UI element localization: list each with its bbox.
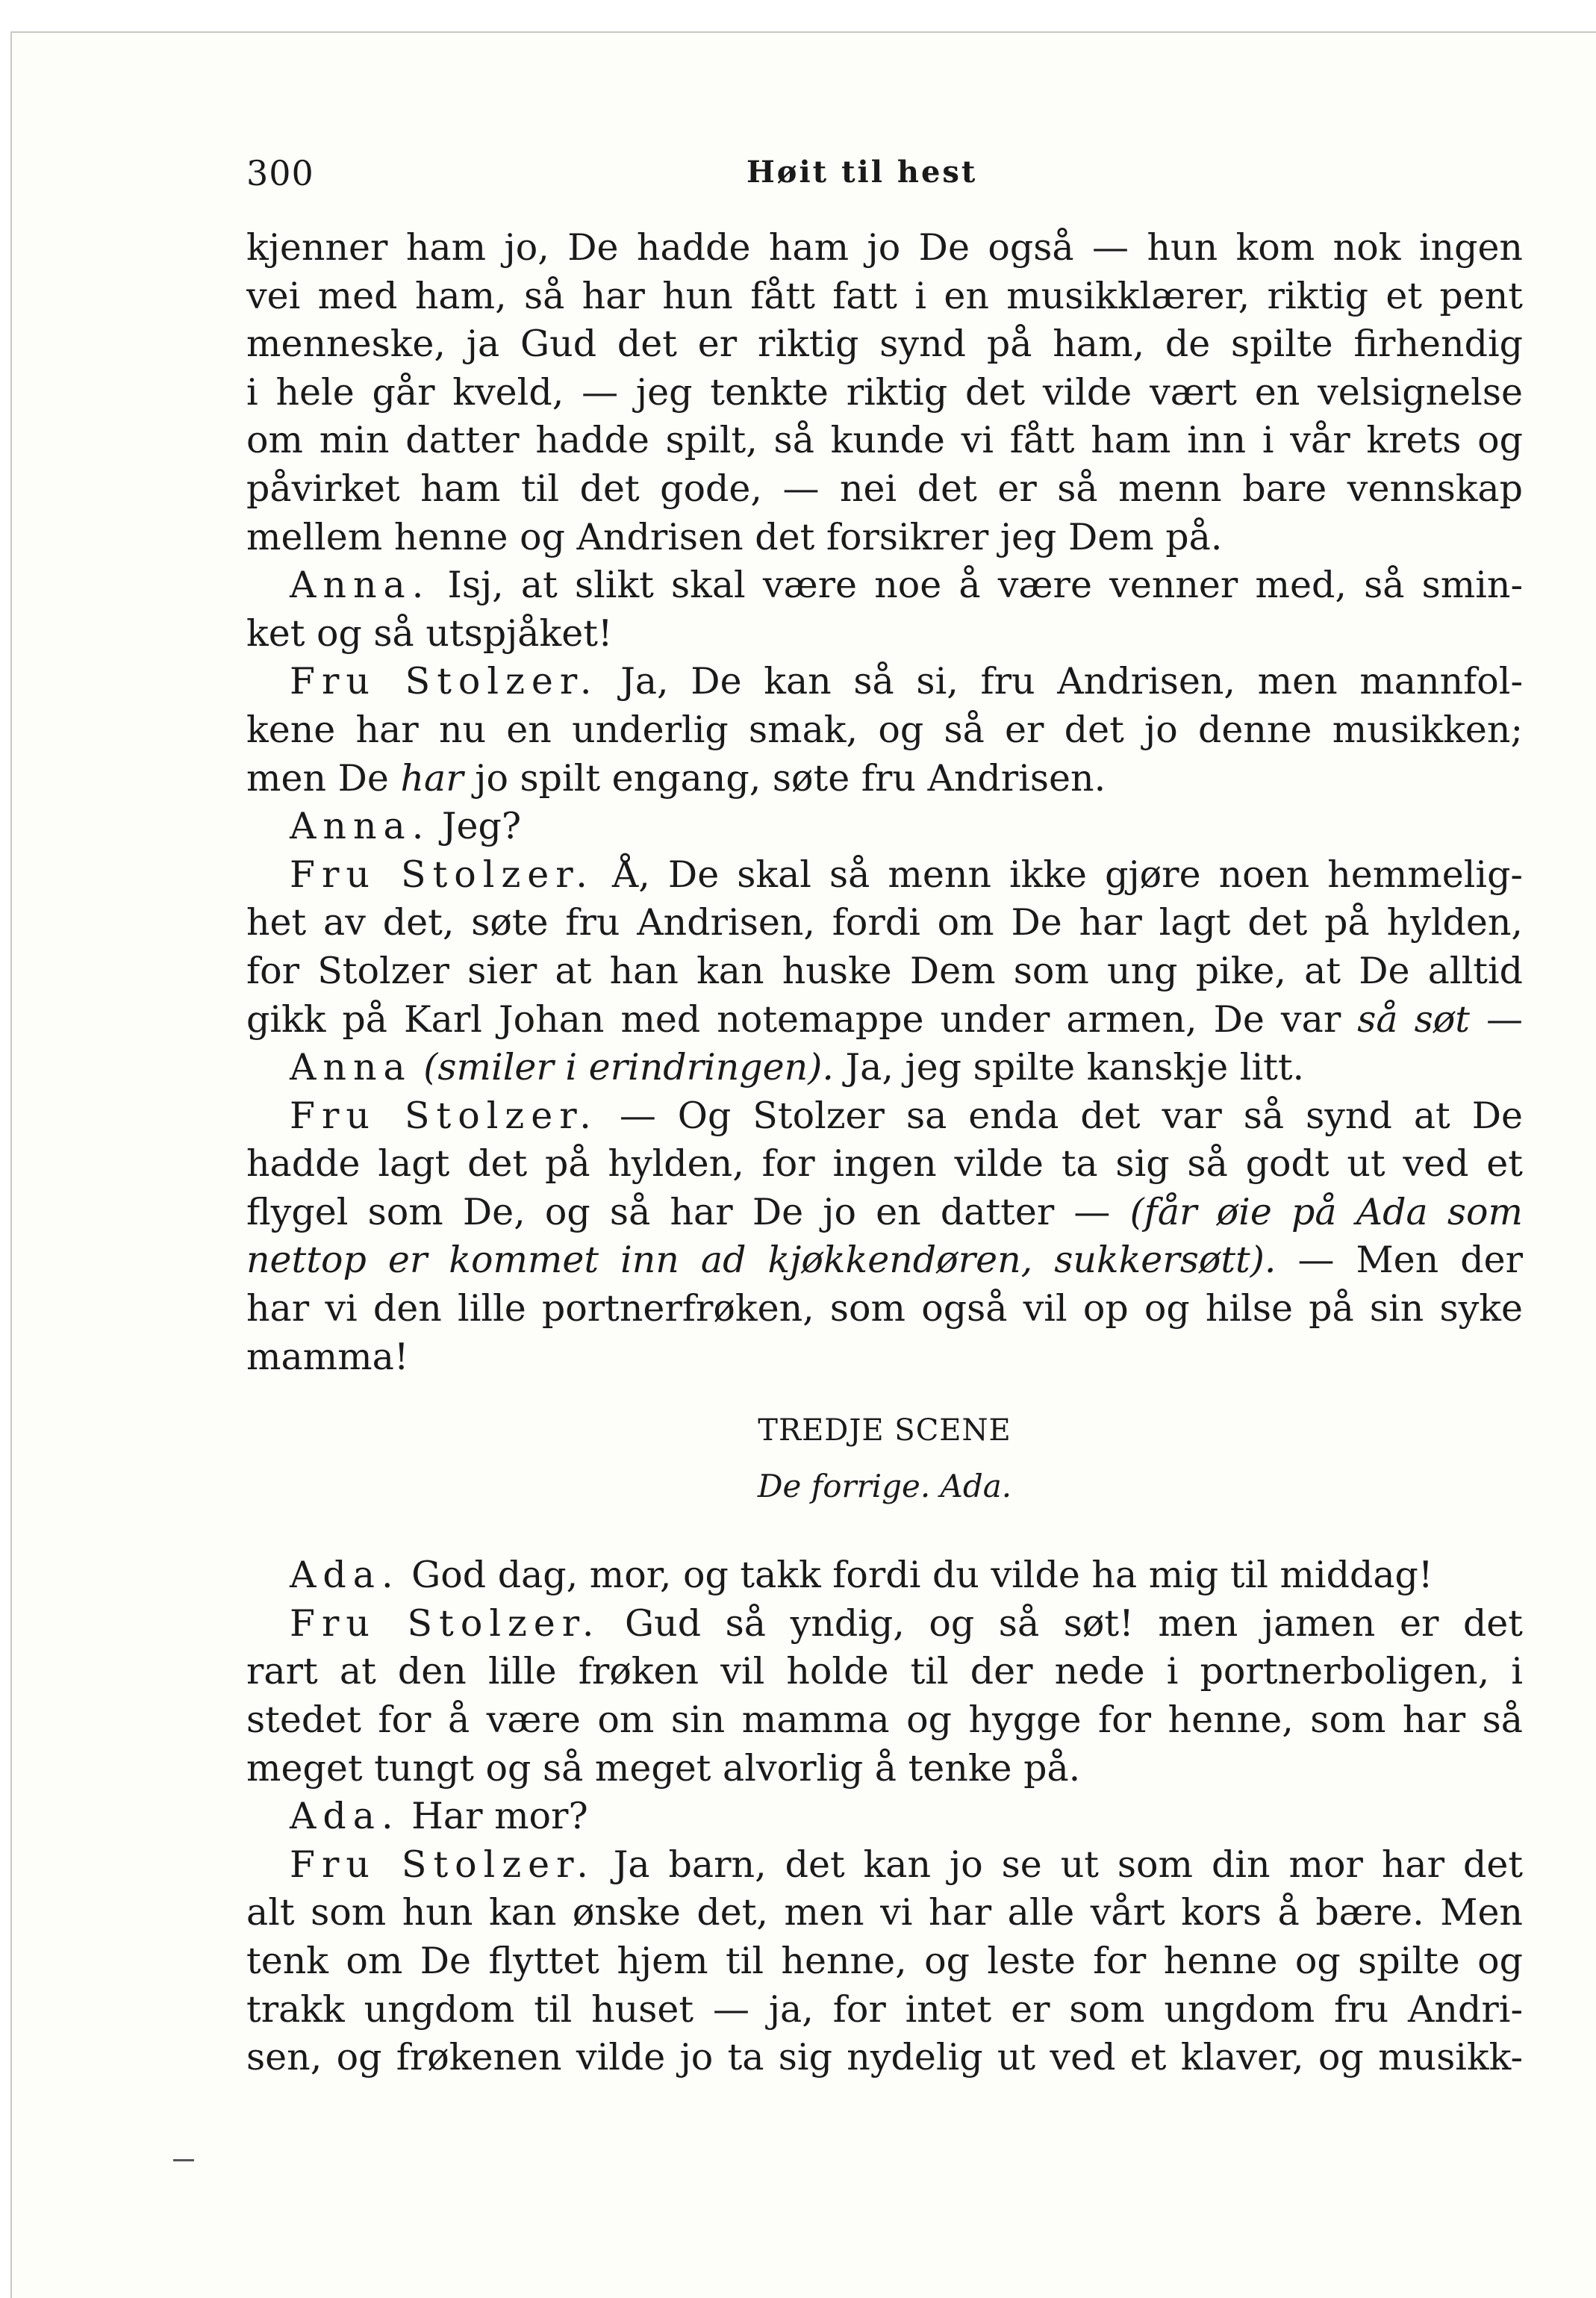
speaker-name: Ada. (290, 1554, 400, 1597)
speech-line: Anna. Isj, at slikt skal være noe å være venner med, så smin- (290, 564, 1523, 607)
emphasis: så søt (1357, 997, 1470, 1041)
speech-line: Fru Stolzer. Ja barn, det kan jo se ut som din mor har det (290, 1843, 1523, 1886)
speech-line: Fru Stolzer. Gud så yndig, og så søt! men jamen er det (290, 1601, 1523, 1645)
text-line: kene har nu en underlig smak, og så er det jo denne musikken; (246, 708, 1523, 751)
text-line: gikk på Karl Johan med notemappe under armen, De var så søt — (246, 997, 1523, 1041)
speech-line: Ada. God dag, mor, og takk fordi du vilde ha mig til middag! (290, 1554, 1433, 1597)
speech-line: Fru Stolzer. — Og Stolzer sa enda det var så synd at De (290, 1094, 1523, 1137)
speaker-name: Fru Stolzer. (290, 1843, 595, 1886)
text-line: nettop er kommet inn ad kjøkkendøren, sukkersøtt). — Men der (246, 1239, 1523, 1282)
text-line: sen, og frøkenen vilde jo ta sig nydelig ut ved et klaver, og musikk- (246, 2036, 1523, 2079)
speech-line: Anna (smiler i erindringen). Ja, jeg spilte kanskje litt. (290, 1046, 1305, 1089)
text-line: vei med ham, så har hun fått fatt i en musikklærer, riktig et pent (246, 274, 1523, 317)
speaker-name: Anna (290, 1046, 412, 1089)
speech-line: Anna. Jeg? (290, 805, 522, 848)
stage-direction: (får øie på Ada som (1129, 1190, 1523, 1233)
text-line: i hele går kveld, — jeg tenkte riktig det vilde vært en velsignelse (246, 370, 1523, 414)
text-line: men De har jo spilt engang, søte fru Andrisen. (246, 756, 1106, 800)
stage-direction: nettop er kommet inn ad kjøkkendøren, sukkersøtt). (246, 1239, 1277, 1282)
scene-title: TREDJE SCENE (758, 1413, 1011, 1448)
speaker-name: Ada. (290, 1795, 400, 1838)
text-line: tenk om De flyttet hjem til henne, og leste for henne og spilte og (246, 1940, 1523, 1982)
text-line: trakk ungdom til huset — ja, for intet er som ungdom fru Andri- (246, 1987, 1523, 2031)
text-line: har vi den lille portnerfrøken, som også vil op og hilse på sin syke (246, 1287, 1523, 1330)
text-line: kjenner ham jo, De hadde ham jo De også — hun kom nok ingen (246, 226, 1523, 269)
text-line: om min datter hadde spilt, så kunde vi fått ham inn i vår krets og (246, 419, 1523, 462)
scene-cast: De forrige. Ada. (757, 1468, 1012, 1505)
page-number: 300 (246, 153, 314, 193)
speaker-name: Fru Stolzer. (290, 1601, 601, 1645)
speaker-name: Anna. (290, 805, 431, 848)
emphasis: har (400, 756, 464, 800)
text-line: menneske, ja Gud det er riktig synd på ham, de spilte firhendig (246, 323, 1523, 366)
text-line: mellem henne og Andrisen det forsikrer jeg Dem på. (246, 515, 1223, 558)
text-line: het av det, søte fru Andrisen, fordi om De har lagt det på hylden, (246, 901, 1523, 944)
scan-mark (173, 2159, 194, 2161)
text-line: hadde lagt det på hylden, for ingen vilde ta sig så godt ut ved et (246, 1142, 1523, 1186)
text-line: rart at den lille frøken vil holde til der nede i portnerboligen, i (246, 1650, 1523, 1693)
speaker-name: Fru Stolzer. (290, 660, 599, 703)
text-line: mamma! (246, 1335, 409, 1378)
speaker-name: Fru Stolzer. (290, 1094, 598, 1137)
speaker-name: Anna. (290, 564, 431, 607)
page-header (246, 153, 1515, 205)
stage-direction: (smiler i erindringen). (423, 1046, 834, 1089)
text-line: meget tungt og så meget alvorlig å tenke på. (246, 1746, 1081, 1790)
text-line: flygel som De, og så har De jo en datter — (får øie på Ada som (246, 1190, 1523, 1233)
text-line: påvirket ham til det gode, — nei det er så menn bare vennskap (246, 467, 1523, 510)
text-line: stedet for å være om sin mamma og hygge for henne, som har så (246, 1698, 1523, 1742)
running-title: Høit til hest (746, 155, 978, 190)
play-text (246, 224, 1523, 2082)
text-line: alt som hun kan ønske det, men vi har alle vårt kors å bære. Men (246, 1891, 1523, 1934)
speaker-name: Fru Stolzer. (290, 853, 594, 896)
speech-line: Ada. Har mor? (290, 1795, 588, 1838)
speech-line: Fru Stolzer. Ja, De kan så si, fru Andrisen, men mannfol- (290, 660, 1523, 703)
text-line: ket og så utspjåket! (246, 611, 613, 655)
speech-line: Fru Stolzer. Å, De skal så menn ikke gjøre noen hemmelig- (290, 853, 1523, 896)
text-line: for Stolzer sier at han kan huske Dem som ung pike, at De alltid (246, 949, 1523, 992)
